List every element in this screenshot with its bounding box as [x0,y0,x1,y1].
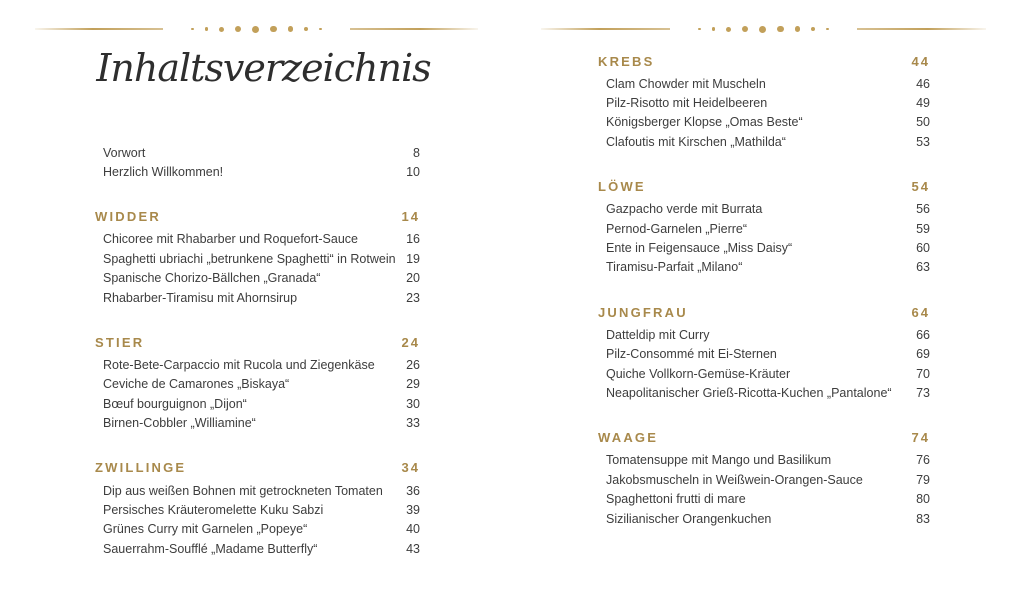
section-page: 44 [911,53,930,69]
toc-entry-page: 76 [916,453,930,468]
toc-entry [95,481,420,500]
toc-entry [95,230,420,249]
section-page: 74 [911,430,930,446]
toc-entry-page: 8 [413,145,420,160]
toc-entry [598,93,930,112]
toc-entry [598,364,930,383]
toc-entry [95,500,420,519]
toc-entry-label: Pilz-Consommé mit Ei-Sternen [606,347,777,362]
toc-entry-page: 70 [916,366,930,381]
toc-entry-label: Bœuf bourguignon „Dijon“ [103,396,247,411]
toc-entry-page: 43 [406,541,420,556]
page-title: Inhaltsverzeichnis [96,46,431,90]
toc-entry [95,269,420,288]
toc-entry-page: 46 [916,76,930,91]
toc-entry-page: 56 [916,202,930,217]
header-ornament [541,24,986,34]
toc-entry-label: Pilz-Risotto mit Heidelbeeren [606,96,768,111]
toc-entry [95,143,420,162]
toc-entry-page: 69 [916,347,930,362]
toc-entry-label: Rote-Bete-Carpaccio mit Rucola und Ziegenkäse [103,358,375,373]
toc-entry-label: Neapolitanischer Grieß-Ricotta-Kuchen „Pantalone“ [606,385,892,400]
ornament-dot-icon [726,27,731,32]
ornament-dot-icon [712,27,716,31]
ornament-line [35,28,163,30]
ornament-dot-icon [811,27,815,31]
toc-entry-page: 10 [406,165,420,180]
toc-entry-label: Ente in Feigensauce „Miss Daisy“ [606,241,793,256]
ornament-dot-icon [191,28,194,31]
section-page: 34 [401,460,420,476]
toc-entry [95,375,420,394]
toc-entry-page: 19 [406,251,420,266]
section-header [95,206,420,228]
toc-entry [598,325,930,344]
toc-entry-label: Königsberger Klopse „Omas Beste“ [606,115,803,130]
toc-entry-label: Tomatensuppe mit Mango und Basilikum [606,453,832,468]
section-title: KREBS [598,53,655,69]
toc-entry-page: 49 [916,96,930,111]
ornament-line [350,28,478,30]
ornament-dot-icon [826,28,829,31]
toc-entry [95,249,420,268]
toc-entry-page: 40 [406,522,420,537]
section-title: WAAGE [598,430,659,446]
section-title: STIER [95,334,145,350]
toc-section-waage [598,427,930,529]
toc-entry [598,219,930,238]
section-header [598,50,930,72]
section-page: 64 [911,304,930,320]
toc-entry-page: 53 [916,134,930,149]
toc-entry-page: 33 [406,416,420,431]
toc-entry-label: Grünes Curry mit Garnelen „Popeye“ [103,522,308,537]
toc-left-column [95,143,420,558]
toc-entry-label: Tiramisu-Parfait „Milano“ [606,260,743,275]
ornament-dot-icon [219,27,224,32]
toc-entry-label: Dip aus weißen Bohnen mit getrockneten Tomaten [103,483,383,498]
section-header [598,301,930,323]
toc-entry [598,489,930,508]
toc-entry-page: 73 [916,385,930,400]
toc-entry [598,74,930,93]
toc-entry-label: Chicoree mit Rhabarber und Roquefort-Sauce [103,232,358,247]
toc-entry [598,451,930,470]
section-header [95,457,420,479]
toc-entry-label: Clam Chowder mit Muscheln [606,76,766,91]
toc-entry-page: 60 [916,241,930,256]
toc-entry [95,539,420,558]
toc-entry-page: 20 [406,271,420,286]
toc-entry-page: 79 [916,472,930,487]
toc-entry [598,113,930,132]
toc-entry-label: Ceviche de Camarones „Biskaya“ [103,377,290,392]
ornament-dot-icon [777,26,784,33]
toc-entry-page: 66 [916,327,930,342]
toc-entry [598,200,930,219]
toc-entry-label: Pernod-Garnelen „Pierre“ [606,221,748,236]
toc-entry [95,355,420,374]
ornament-dot-icon [252,26,259,33]
toc-entry-label: Vorwort [103,145,146,160]
ornament-dot-icon [205,27,209,31]
toc-entry-page: 80 [916,492,930,507]
toc-entry-page: 63 [916,260,930,275]
toc-section-widder [95,206,420,308]
toc-entry [598,258,930,277]
toc-entry [95,162,420,181]
ornament-dot-icon [270,26,277,33]
toc-entry-label: Jakobsmuscheln in Weißwein-Orangen-Sauce [606,472,863,487]
toc-entry-label: Datteldip mit Curry [606,327,710,342]
toc-entry [95,288,420,307]
toc-entry-page: 16 [406,232,420,247]
ornament-dot-icon [304,27,308,31]
toc-right-column [598,50,930,528]
toc-entry-page: 83 [916,511,930,526]
toc-entry [598,509,930,528]
ornament-dots [191,26,322,33]
section-page: 54 [911,179,930,195]
section-title: JUNGFRAU [598,304,688,320]
ornament-dot-icon [742,26,748,32]
toc-entry-page: 39 [406,502,420,517]
toc-entry-page: 50 [916,115,930,130]
toc-section-krebs [598,50,930,152]
ornament-line [857,28,986,30]
toc-entry-label: Birnen-Cobbler „Williamine“ [103,416,256,431]
section-page: 24 [401,334,420,350]
header-ornament [35,24,478,34]
toc-entry-page: 23 [406,290,420,305]
toc-entry-label: Rhabarber-Tiramisu mit Ahornsirup [103,290,298,305]
section-title: WIDDER [95,209,161,225]
toc-section-loewe [598,176,930,278]
toc-entry-page: 36 [406,483,420,498]
toc-entry [598,132,930,151]
toc-entry [95,394,420,413]
toc-entry-page: 59 [916,221,930,236]
toc-entry-label: Gazpacho verde mit Burrata [606,202,763,217]
ornament-dot-icon [319,28,322,31]
ornament-dot-icon [288,26,294,32]
toc-entry [95,414,420,433]
ornament-dot-icon [235,26,241,32]
toc-entry-page: 30 [406,396,420,411]
toc-entry-label: Sauerrahm-Soufflé „Madame Butterfly“ [103,541,318,556]
toc-entry-label: Quiche Vollkorn-Gemüse-Kräuter [606,366,791,381]
toc-entry-label: Clafoutis mit Kirschen „Mathilda“ [606,134,786,149]
ornament-dot-icon [795,26,801,32]
section-title: ZWILLINGE [95,460,187,476]
toc-entry [598,345,930,364]
toc-entry-label: Spaghetti ubriachi „betrunkene Spaghetti“ in Rotwein [103,251,396,266]
toc-entry-page: 29 [406,377,420,392]
toc-entry [598,383,930,402]
section-header [95,331,420,353]
section-header [598,427,930,449]
toc-entry-page: 26 [406,358,420,373]
toc-entry-label: Spanische Chorizo-Bällchen „Granada“ [103,271,321,286]
toc-entry-label: Herzlich Willkommen! [103,165,224,180]
toc-entry-label: Spaghettoni frutti di mare [606,492,746,507]
toc-entry [598,470,930,489]
section-header [598,176,930,198]
toc-entry-label: Sizilianischer Orangenkuchen [606,511,772,526]
ornament-dot-icon [759,26,766,33]
ornament-line [541,28,670,30]
toc-entry-label: Persisches Kräuteromelette Kuku Sabzi [103,502,324,517]
toc-entry [95,520,420,539]
toc-section-zwillinge [95,457,420,559]
section-page: 14 [401,209,420,225]
toc-entry [598,238,930,257]
ornament-dots [698,26,829,33]
toc-section-jungfrau [598,301,930,403]
toc-section-stier [95,331,420,433]
ornament-dot-icon [698,28,701,31]
section-title: LÖWE [598,179,646,195]
